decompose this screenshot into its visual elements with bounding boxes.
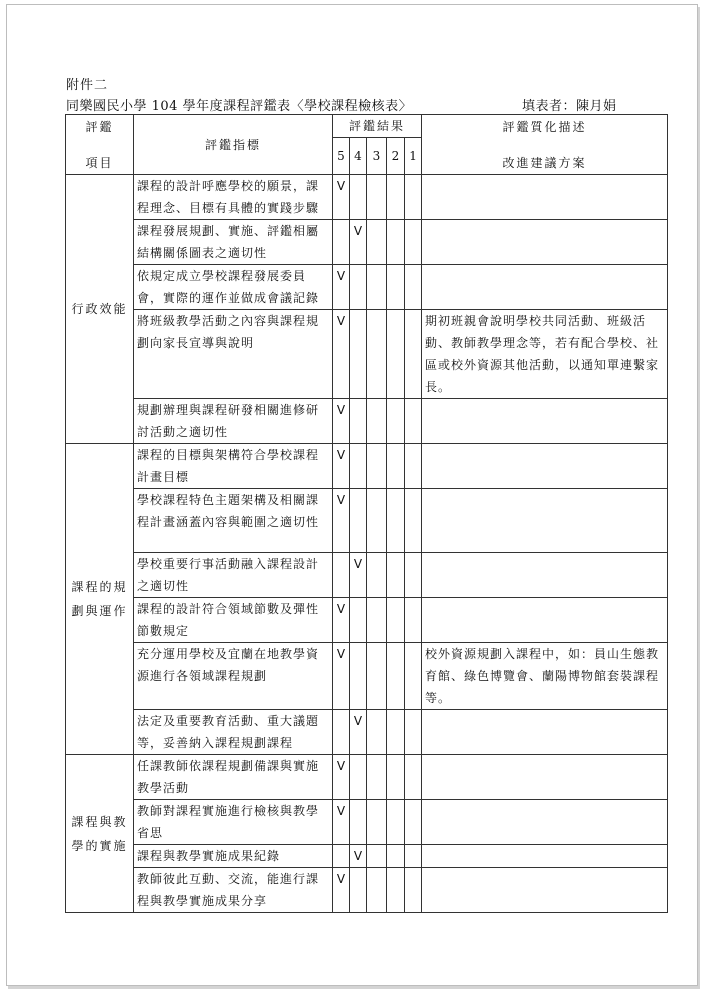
table-body	[66, 175, 668, 913]
score-1-cell	[405, 553, 422, 598]
indicator-cell: 教師對課程實施進行檢核與教學省思	[134, 800, 333, 845]
annex-label: 附件二	[66, 78, 109, 93]
score-4-cell	[350, 444, 367, 489]
header-result: 評鑑結果	[333, 115, 422, 138]
score-1-cell	[405, 489, 422, 553]
score-5-cell	[333, 265, 350, 310]
score-5-cell	[333, 643, 350, 710]
score-5-cell	[333, 310, 350, 399]
table-header	[66, 115, 668, 175]
score-5-cell	[333, 845, 350, 868]
score-3-cell	[367, 489, 387, 553]
score-4-cell	[350, 553, 367, 598]
indicator-cell: 學校重要行事活動融入課程設計之適切性	[134, 553, 333, 598]
check-mark: V	[336, 804, 346, 818]
score-2-cell	[387, 175, 405, 220]
filler-name: 填表者：陳月娟	[522, 99, 617, 114]
table-row	[66, 755, 668, 800]
score-1-cell	[405, 175, 422, 220]
table-row	[66, 444, 668, 489]
score-2-cell	[387, 310, 405, 399]
table-row	[66, 489, 668, 553]
description-cell	[422, 553, 668, 598]
indicator-cell: 課程發展規劃、實施、評鑑相屬結構關係圖表之適切性	[134, 220, 333, 265]
indicator-cell: 課程的設計呼應學校的願景，課程理念、目標有具體的實踐步驟	[134, 175, 333, 220]
table-row	[66, 643, 668, 710]
check-mark: V	[336, 647, 346, 661]
score-3-cell	[367, 220, 387, 265]
score-1-cell	[405, 220, 422, 265]
score-5-cell	[333, 489, 350, 553]
score-1-cell	[405, 868, 422, 913]
check-mark: V	[336, 269, 346, 283]
score-1-cell	[405, 598, 422, 643]
indicator-cell: 學校課程特色主題架構及相關課程計畫涵蓋內容與範圍之適切性	[134, 489, 333, 553]
score-3-cell	[367, 868, 387, 913]
score-header-3: 3	[367, 138, 387, 175]
score-5-cell	[333, 399, 350, 444]
table-row	[66, 175, 668, 220]
score-4-cell	[350, 845, 367, 868]
score-2-cell	[387, 553, 405, 598]
score-1-cell	[405, 265, 422, 310]
score-1-cell	[405, 444, 422, 489]
description-cell	[422, 399, 668, 444]
check-mark: V	[336, 493, 346, 507]
indicator-cell: 課程的設計符合領域節數及彈性節數規定	[134, 598, 333, 643]
score-2-cell	[387, 755, 405, 800]
score-5-cell	[333, 444, 350, 489]
score-4-cell	[350, 800, 367, 845]
category-cell: 課程的規劃與運作	[66, 444, 134, 755]
score-1-cell	[405, 755, 422, 800]
score-4-cell	[350, 265, 367, 310]
description-cell	[422, 444, 668, 489]
description-cell	[422, 598, 668, 643]
score-1-cell	[405, 310, 422, 399]
score-3-cell	[367, 265, 387, 310]
score-1-cell	[405, 845, 422, 868]
score-5-cell	[333, 553, 350, 598]
score-header-1: 1	[405, 138, 422, 175]
table-row	[66, 399, 668, 444]
score-5-cell	[333, 175, 350, 220]
table-row	[66, 220, 668, 265]
score-3-cell	[367, 598, 387, 643]
table-row	[66, 265, 668, 310]
score-5-cell	[333, 598, 350, 643]
description-cell	[422, 800, 668, 845]
score-4-cell	[350, 399, 367, 444]
description-cell	[422, 489, 668, 553]
description-cell	[422, 868, 668, 913]
table-row	[66, 310, 668, 399]
score-5-cell	[333, 868, 350, 913]
score-2-cell	[387, 265, 405, 310]
table-row	[66, 598, 668, 643]
indicator-cell: 規劃辦理與課程研發相關進修研討活動之適切性	[134, 399, 333, 444]
score-1-cell	[405, 800, 422, 845]
score-3-cell	[367, 310, 387, 399]
description-cell	[422, 175, 668, 220]
score-header-5: 5	[333, 138, 350, 175]
score-2-cell	[387, 845, 405, 868]
table-row	[66, 710, 668, 755]
score-4-cell	[350, 175, 367, 220]
title-line	[66, 95, 686, 114]
score-5-cell	[333, 710, 350, 755]
table-row	[66, 553, 668, 598]
check-mark: V	[336, 602, 346, 616]
score-1-cell	[405, 643, 422, 710]
table-row	[66, 845, 668, 868]
indicator-cell: 教師彼此互動、交流，能進行課程與教學實施成果分享	[134, 868, 333, 913]
score-2-cell	[387, 598, 405, 643]
score-3-cell	[367, 175, 387, 220]
indicator-cell: 依規定成立學校課程發展委員會，實際的運作並做成會議記錄	[134, 265, 333, 310]
score-3-cell	[367, 710, 387, 755]
score-5-cell	[333, 220, 350, 265]
score-2-cell	[387, 489, 405, 553]
evaluation-table	[65, 114, 668, 913]
indicator-cell: 法定及重要教育活動、重大議題等，妥善納入課程規劃課程	[134, 710, 333, 755]
indicator-cell: 將班級教學活動之內容與課程規劃向家長宣導與說明	[134, 310, 333, 399]
score-4-cell	[350, 755, 367, 800]
score-3-cell	[367, 755, 387, 800]
description-cell	[422, 710, 668, 755]
score-3-cell	[367, 399, 387, 444]
header-indicator: 評鑑指標	[134, 115, 333, 175]
score-4-cell	[350, 868, 367, 913]
score-3-cell	[367, 643, 387, 710]
score-2-cell	[387, 643, 405, 710]
check-mark: V	[336, 403, 346, 417]
header-description: 評鑑質化描述 改進建議方案	[422, 115, 668, 175]
indicator-cell: 課程與教學實施成果紀錄	[134, 845, 333, 868]
table-row	[66, 868, 668, 913]
description-cell: 期初班親會說明學校共同活動、班級活動、教師教學理念等，若有配合學校、社區或校外資源其他活動，以通知單連繫家長。	[422, 310, 668, 399]
description-cell	[422, 265, 668, 310]
description-cell	[422, 220, 668, 265]
score-3-cell	[367, 553, 387, 598]
score-2-cell	[387, 800, 405, 845]
score-2-cell	[387, 220, 405, 265]
score-3-cell	[367, 845, 387, 868]
score-5-cell	[333, 755, 350, 800]
score-4-cell	[350, 489, 367, 553]
description-cell	[422, 755, 668, 800]
check-mark: V	[336, 872, 346, 886]
score-2-cell	[387, 399, 405, 444]
indicator-cell: 充分運用學校及宜蘭在地教學資源進行各領域課程規劃	[134, 643, 333, 710]
score-4-cell	[350, 310, 367, 399]
score-4-cell	[350, 710, 367, 755]
check-mark: V	[353, 557, 363, 571]
document-title: 同樂國民小學 104 學年度課程評鑑表〈學校課程檢核表〉	[66, 99, 413, 114]
indicator-cell: 課程的目標與架構符合學校課程計畫目標	[134, 444, 333, 489]
score-3-cell	[367, 800, 387, 845]
score-1-cell	[405, 710, 422, 755]
score-2-cell	[387, 868, 405, 913]
score-2-cell	[387, 710, 405, 755]
score-1-cell	[405, 399, 422, 444]
indicator-cell: 任課教師依課程規劃備課與實施教學活動	[134, 755, 333, 800]
description-cell	[422, 845, 668, 868]
score-4-cell	[350, 598, 367, 643]
description-cell: 校外資源規劃入課程中，如：員山生態教育館、綠色博覽會、蘭陽博物館套裝課程等。	[422, 643, 668, 710]
header-item: 評鑑 項目	[66, 115, 134, 175]
category-cell: 課程與教學的實施	[66, 755, 134, 913]
score-3-cell	[367, 444, 387, 489]
score-header-2: 2	[387, 138, 405, 175]
score-header-4: 4	[350, 138, 367, 175]
check-mark: V	[353, 224, 363, 238]
score-5-cell	[333, 800, 350, 845]
check-mark: V	[353, 849, 363, 863]
check-mark: V	[353, 714, 363, 728]
check-mark: V	[336, 448, 346, 462]
table-row	[66, 800, 668, 845]
check-mark: V	[336, 179, 346, 193]
score-4-cell	[350, 220, 367, 265]
score-4-cell	[350, 643, 367, 710]
check-mark: V	[336, 314, 346, 328]
check-mark: V	[336, 759, 346, 773]
score-2-cell	[387, 444, 405, 489]
category-cell: 行政效能	[66, 175, 134, 444]
